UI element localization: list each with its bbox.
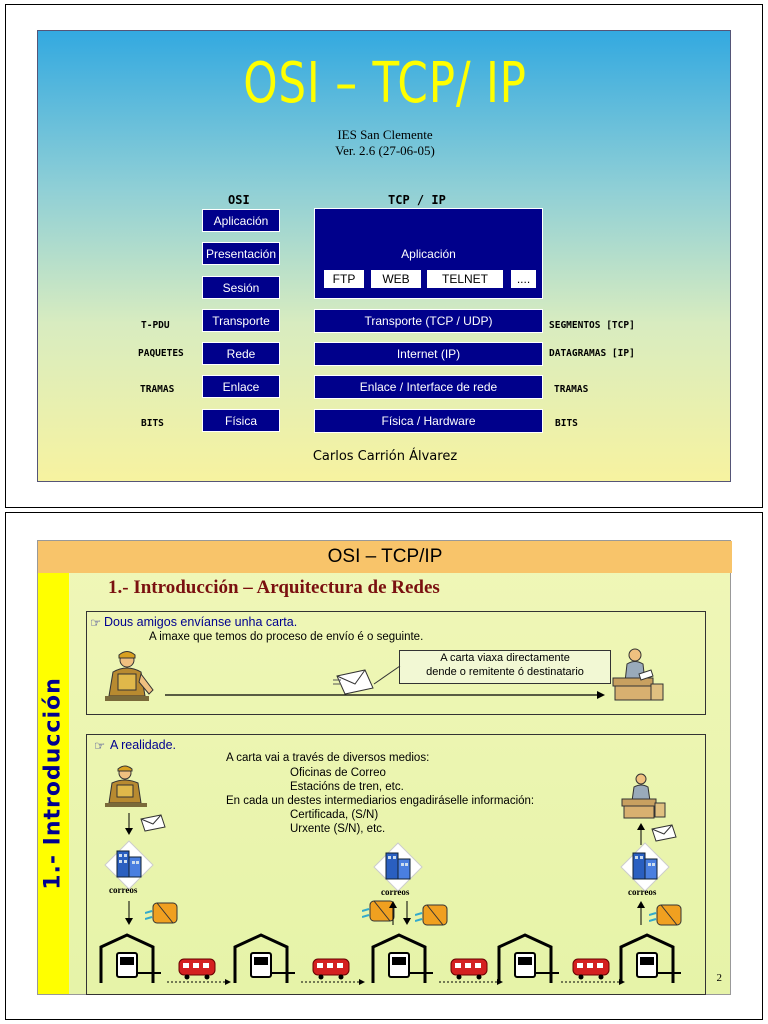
bullet-hand-icon: ☞ [90,616,102,630]
letter-icon [333,668,377,696]
callout-pointer-icon [372,664,402,686]
protocol-ftp: FTP [324,270,364,288]
train-station-icon-4 [497,933,563,985]
correos-label-3: correos [628,887,657,897]
tcp-layer-application [314,208,543,299]
tcp-column-header: TCP / IP [388,193,446,207]
label-bits-left: BITS [141,418,164,429]
train-station-icon-5 [619,933,685,985]
slide-introduction [37,540,731,995]
side-bar [38,573,69,994]
tcp-application-label: Aplicación [401,247,456,261]
osi-layer-presentation: Presentación [202,242,280,265]
label-tpdu: T-PDU [141,320,170,331]
tcp-layer-link: Enlace / Interface de rede [314,375,543,399]
osi-column-header: OSI [228,193,250,207]
train-station-icon-2 [233,933,299,985]
receiver-person-icon [609,646,667,704]
osi-layer-network: Rede [202,342,280,365]
correos-label-1: correos [109,885,138,895]
train-icon-2 [301,955,365,985]
arrow-up-icon-3 [636,901,646,925]
protocol-web: WEB [371,270,421,288]
letter-icon-2 [139,813,167,833]
train-station-icon-3 [371,933,437,985]
label-datagramas: DATAGRAMAS [IP] [549,348,635,359]
osi-layer-physical: Física [202,409,280,432]
label-segmentos: SEGMENTOS [TCP] [549,320,635,331]
direct-arrow-icon [165,690,605,700]
slide-osi-tcpip-cover [37,30,731,482]
box1-bullet-text: Dous amigos envíanse unha carta. [104,615,298,629]
arrow-up-icon-2 [388,901,398,925]
box2-line-5: Certificada, (S/N) [290,809,379,821]
version-text: Ver. 2.6 (27-06-05) [335,143,435,158]
bullet-hand-icon-2: ☞ [94,739,106,753]
slide-header: OSI – TCP/IP [38,541,732,573]
label-tramas-right: TRAMAS [554,384,589,395]
osi-layer-session: Sesión [202,276,280,299]
sender-person-icon [105,650,155,702]
author-name: Carlos Carrión Álvarez [312,449,458,464]
post-office-icon-3 [617,841,673,893]
post-office-icon-2 [370,841,426,893]
mail-bag-icon-4 [649,899,685,929]
box2-line-2: Oficinas de Correo [290,767,386,779]
protocol-more: .... [511,270,536,288]
mail-bag-icon-3 [415,899,451,929]
osi-layer-application: Aplicación [202,209,280,232]
callout-line-1: A carta viaxa directamente [440,652,570,664]
box2-line-6: Urxente (S/N), etc. [290,823,386,835]
tcp-layer-transport: Transporte (TCP / UDP) [314,309,543,333]
sender-person-icon-2 [105,765,151,809]
label-paquetes: PAQUETES [138,348,184,359]
post-office-icon-1 [101,839,157,891]
label-bits-right: BITS [555,418,578,429]
side-title: 1.- Introducción [40,677,66,890]
box2-line-4: En cada un destes intermediarios engadiráselle información: [226,795,535,807]
correos-label-2: correos [381,887,410,897]
arrow-down-icon-2 [124,901,134,925]
callout-line-2: dende o remitente ó destinatario [426,666,584,678]
tcp-layer-physical: Física / Hardware [314,409,543,433]
section-title: 1.- Introducción – Arquitectura de Redes [108,577,440,598]
label-tramas-left: TRAMAS [140,384,175,395]
real-process-box [86,734,706,995]
train-icon-3 [439,955,503,985]
osi-layer-link: Enlace [202,375,280,398]
arrow-down-icon-1 [124,813,134,835]
callout-direct-travel [399,650,611,684]
train-icon-4 [561,955,625,985]
osi-layer-transport: Transporte [202,309,280,332]
train-icon-1 [167,955,231,985]
arrow-down-icon-3 [402,901,412,925]
slide-title: OSI – TCP/ IP [243,51,527,116]
page-number: 2 [716,972,722,984]
box1-text: A imaxe que temos do proceso de envío é o seguinte. [149,631,424,643]
train-station-icon-1 [99,933,165,985]
ideal-process-box [86,611,706,715]
mail-bag-icon-1 [145,897,181,927]
protocol-telnet: TELNET [427,270,503,288]
tcp-layer-internet: Internet (IP) [314,342,543,366]
box2-line-1: A carta vai a través de diversos medios: [226,752,430,764]
receiver-person-icon-2 [619,771,667,821]
school-name: IES San Clemente [337,127,433,142]
letter-icon-3 [650,823,678,843]
box2-bullet-text: A realidade. [110,738,177,752]
arrow-up-icon-1 [636,823,646,845]
box2-line-3: Estacións de tren, etc. [290,781,404,793]
